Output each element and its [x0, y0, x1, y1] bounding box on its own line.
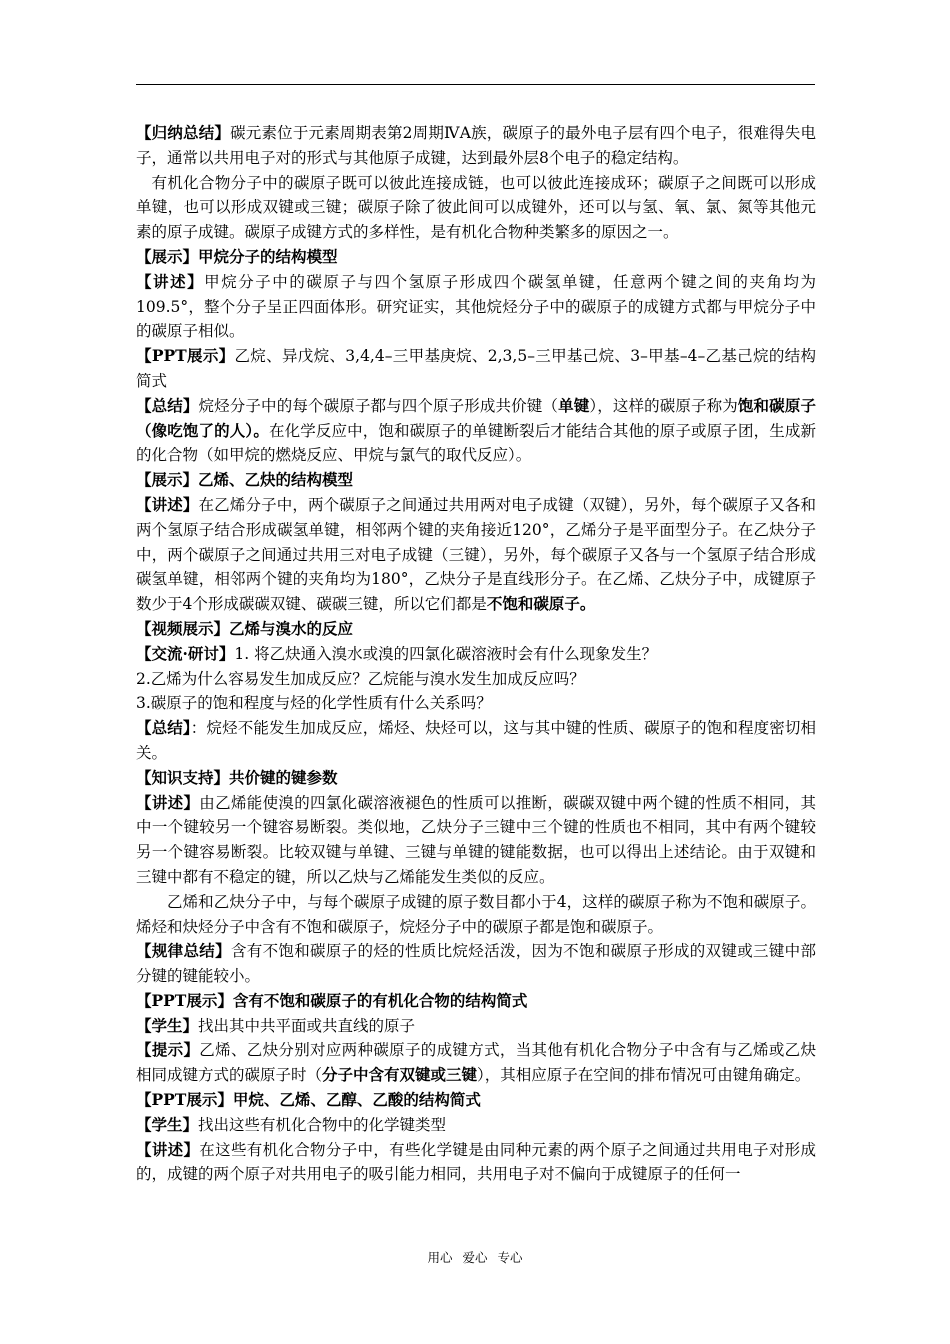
paragraph: [136, 121, 816, 171]
bold-text: 【知识支持】共价键的键参数: [136, 767, 338, 787]
document-body: [136, 121, 816, 1187]
text-run: 含有不饱和碳原子的烃的性质比烷烃活泼，因为不饱和碳原子形成的双键或三键中部分键的键能较小。: [136, 942, 816, 986]
paragraph: [136, 344, 816, 394]
bold-text: 【总结】: [136, 395, 199, 415]
bold-text: 【展示】甲烷分子的结构模型: [136, 246, 338, 266]
paragraph: [136, 270, 816, 344]
bold-text: 【总结】: [136, 718, 191, 738]
text-run: 2.乙烯为什么容易发生加成反应？乙烷能与溴水发生加成反应吗？: [136, 669, 585, 688]
text-run: 在这些有机化合物分子中，有些化学键是由同种元素的两个原子之间通过共用电子对形成的，成键的两个原子对共用电子的吸引能力相同，共用电子对不偏向于成键原子的任何一: [136, 1140, 816, 1184]
bold-text: 【讲述】: [136, 271, 205, 291]
bold-text: 【提示】: [136, 1040, 200, 1060]
text-run: 在乙烯分子中，两个碳原子之间通过共用两对电子成键（双键），另外，每个碳原子又各和两个氢原子结合形成碳氢单键，相邻两个键的夹角接近120°，乙烯分子是平面型分子。在乙炔分子中，两个碳原子之间通过共用三对电子成键（三键），另外，每个碳原子又各与一个氢原子结合形成碳氢单键，相邻两个键的夹角均为180°，乙炔分子是直线形分子。在乙烯、乙炔分子中，成键原子数少于4个形成碳碳双键、碳碳三键，所以它们都是: [136, 495, 816, 614]
paragraph: [136, 1113, 816, 1138]
bold-text: 【讲述】: [136, 792, 200, 812]
paragraph: [136, 468, 816, 493]
bold-text: 【展示】乙烯、乙炔的结构模型: [136, 470, 354, 490]
text-run: 3.碳原子的饱和程度与烃的化学性质有什么关系吗？: [136, 694, 492, 713]
text-run: 找出其中共平面或共直线的原子: [198, 1016, 416, 1035]
text-run: ：烷烃不能发生加成反应，烯烃、炔烃可以，这与其中键的性质、碳原子的饱和程度密切相关。: [136, 719, 816, 762]
bold-text: 【PPT展示】: [136, 346, 235, 366]
paragraph: [136, 1038, 816, 1088]
text-run: 1. 将乙炔通入溴水或溴的四氯化碳溶液时会有什么现象发生？: [234, 644, 658, 663]
bold-text: 饱和碳原子（像吃饱了的人）。: [136, 395, 816, 440]
page-footer: 用心 爱心 专心: [427, 1250, 523, 1265]
bold-text: 【PPT展示】含有不饱和碳原子的有机化合物的结构简式: [136, 990, 528, 1010]
paragraph: [136, 642, 816, 667]
bold-text: 【PPT展示】甲烷、乙烯、乙醇、乙酸的结构简式: [136, 1090, 481, 1110]
bold-text: 分子中含有双键或三键: [322, 1065, 478, 1085]
text-run: 由乙烯能使溴的四氯化碳溶液褪色的性质可以推断，碳碳双键中两个键的性质不相同，其中一个键较另一个键容易断裂。类似地，乙炔分子三键中三个键的性质也不相同，其中有两个键较另一个键容易断裂。比较双键与单键、三键与单键的键能数据，也可以得出上述结论。由于双键和三键中都有不稳定的键，所以乙炔与乙烯能发生类似的反应。: [136, 793, 816, 886]
paragraph: [136, 394, 816, 468]
paragraph: [136, 1138, 816, 1188]
paragraph: [136, 667, 816, 692]
paragraph: [136, 890, 816, 940]
paragraph: [136, 493, 816, 617]
paragraph: [136, 716, 816, 766]
bold-text: 单键: [558, 395, 590, 415]
bold-text: 【规律总结】: [136, 941, 231, 961]
bold-text: 【讲述】: [136, 494, 199, 514]
bold-text: 【学生】: [136, 1114, 199, 1134]
text-run: 甲烷分子中的碳原子与四个氢原子形成四个碳氢单键，任意两个键之间的夹角均为109.5°，整个分子呈正四面体形。研究证实，其他烷烃分子中的碳原子的成键方式都与甲烷分子中的碳原子相似。: [136, 272, 816, 341]
header-rule: [136, 84, 815, 85]
paragraph: [136, 766, 816, 791]
bold-text: 不饱和碳原子。: [486, 594, 596, 614]
paragraph: [136, 989, 816, 1014]
text-run: 找出这些有机化合物中的化学键类型: [198, 1115, 447, 1134]
text-run: ），其相应原子在空间的排布情况可由键角确定。: [477, 1066, 811, 1085]
paragraph: [136, 245, 816, 270]
paragraph: [136, 1088, 816, 1113]
paragraph: [136, 791, 816, 890]
paragraph: [136, 617, 816, 642]
bold-text: 【讲述】: [136, 1139, 200, 1159]
text-run: ），这样的碳原子称为: [589, 396, 738, 415]
paragraph: [136, 691, 816, 716]
bold-text: 【学生】: [136, 1015, 199, 1035]
bold-text: 【视频展示】乙烯与溴水的反应: [136, 618, 354, 638]
paragraph: [136, 171, 816, 245]
paragraph: [136, 1014, 816, 1039]
bold-text: 【交流·研讨】: [136, 643, 235, 663]
bold-text: 【归纳总结】: [136, 123, 231, 142]
text-run: 烷烃分子中的每个碳原子都与四个原子形成共价键（: [198, 396, 559, 415]
paragraph: [136, 939, 816, 989]
text-run: 乙烯和乙炔分子中，与每个碳原子成键的原子数目都小于4，这样的碳原子称为不饱和碳原子。烯烃和炔烃分子中含有不饱和碳原子，烷烃分子中的碳原子都是饱和碳原子。: [136, 892, 816, 936]
text-run: 在化学反应中，饱和碳原子的单键断裂后才能结合其他的原子或原子团，生成新的化合物（如甲烷的燃烧反应、甲烷与氯气的取代反应）。: [136, 421, 816, 465]
text-run: 碳元素位于元素周期表第2周期ⅣA族，碳原子的最外电子层有四个电子，很难得失电子，通常以共用电子对的形式与其他原子成键，达到最外层8个电子的稳定结构。: [136, 124, 816, 167]
text-run: 有机化合物分子中的碳原子既可以彼此连接成链，也可以彼此连接成环；碳原子之间既可以形成单键，也可以形成双键或三键；碳原子除了彼此间可以成键外，还可以与氢、氧、氯、氮等其他元素的原子成键。碳原子成键方式的多样性，是有机化合物种类繁多的原因之一。: [136, 173, 816, 242]
text-run: 乙烷、异戊烷、3,4,4–三甲基庚烷、2,3,5–三甲基己烷、3–甲基–4–乙基己烷的结构简式: [136, 347, 816, 390]
text-run: 乙烯、乙炔分别对应两种碳原子的成键方式，当其他有机化合物分子中含有与乙烯或乙炔相同成键方式的碳原子时（: [136, 1041, 816, 1085]
